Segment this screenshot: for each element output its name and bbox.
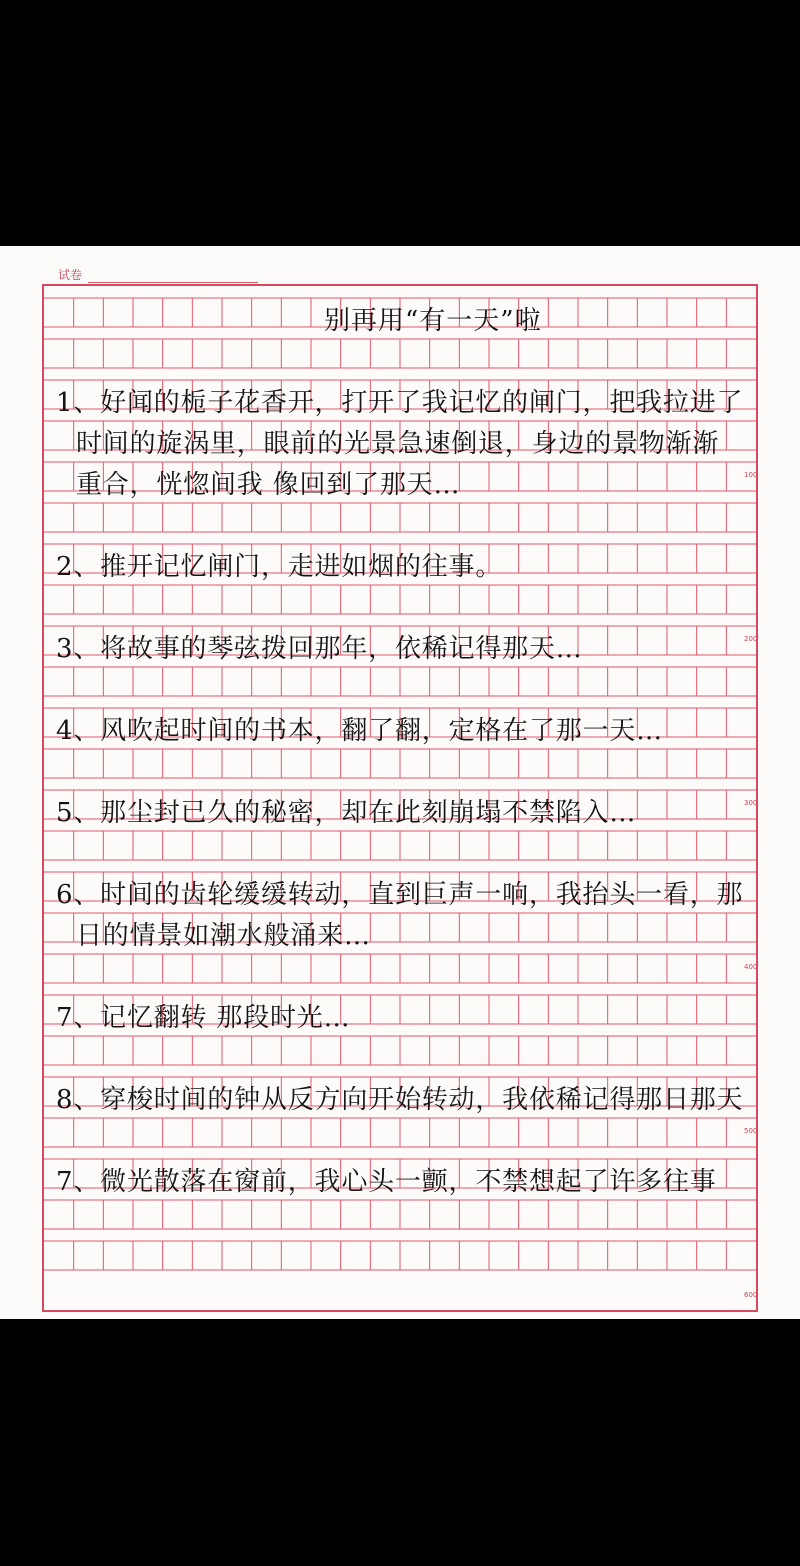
text-line-7: 5、那尘封已久的秘密，却在此刻崩塌不禁陷入… [56,798,637,828]
text-line-2: 时间的旋涡里，眼前的光景急速倒退，身边的景物渐渐 [76,429,720,459]
text-line-8: 6、时间的齿轮缓缓转动，直到巨声一响，我抬头一看，那 [56,880,744,910]
text-line-12: 7、微光散落在窗前，我心头一颤，不禁想起了许多往事 [56,1167,717,1197]
text-line-9: 日的情景如潮水般涌来… [76,921,371,951]
text-line-5: 3、将故事的琴弦拨回那年，依稀记得那天… [56,634,583,664]
count-mark-400: 400 [744,963,758,971]
count-mark-100: 100 [744,471,758,479]
text-line-10: 7、记忆翻转 那段时光… [56,1003,351,1033]
exam-sheet [0,246,800,1319]
text-line-11: 8、穿梭时间的钟从反方向开始转动，我依稀记得那日那天 [56,1085,744,1115]
text-line-6: 4、风吹起时间的书本，翻了翻，定格在了那一天… [56,716,663,746]
text-line-4: 2、推开记忆闸门，走进如烟的往事。 [56,552,503,582]
count-mark-300: 300 [744,799,758,807]
count-mark-600: 600 [744,1291,758,1299]
count-mark-200: 200 [744,635,758,643]
header-underline [88,282,258,283]
text-line-1: 1、好闻的栀子花香开，打开了我记忆的闸门，把我拉进了 [56,388,744,418]
header-label: 试卷 [58,268,83,282]
text-line-3: 重合，恍惚间我 像回到了那天… [76,470,461,500]
count-mark-500: 500 [744,1127,758,1135]
essay-title: 别再用“有一天”啦 [324,306,542,336]
grid-frame [42,284,758,1312]
